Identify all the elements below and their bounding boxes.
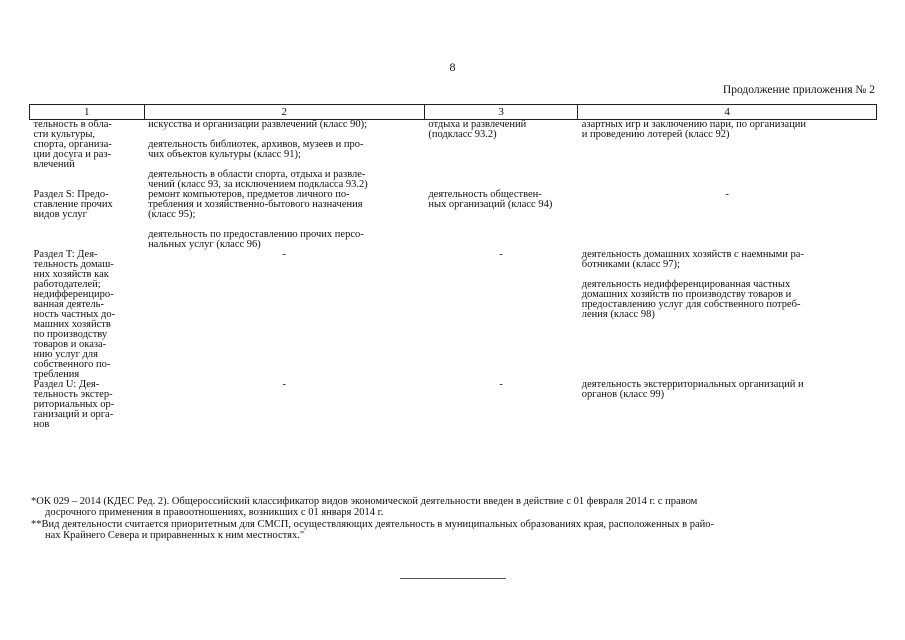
footnote-line: **Вид деятельности считается приоритетным для СМСП, осуществляющих деятельность в муниципальных образованиях края, расположенных в райо- bbox=[31, 519, 714, 530]
table-body bbox=[30, 120, 877, 431]
empty-dash: - bbox=[499, 379, 503, 390]
column-header: 4 bbox=[578, 105, 877, 120]
empty-dash: - bbox=[725, 189, 729, 200]
activity-text: азартных игр и заключению пари, по организации и проведению лотерей (класс 92) bbox=[581, 119, 807, 140]
col4-cell bbox=[578, 120, 877, 191]
col2-cell bbox=[144, 250, 424, 380]
section-name-cell: тельность в обла- сти культуры, спорта, организа- ции досуга и раз- влечений bbox=[33, 119, 112, 170]
col3-cell bbox=[424, 190, 577, 250]
activity-text: деятельность недифференцированная частных домашних хозяйств по производству товаров и предоставлению услуг для собственного потреб- ления (класс 98) bbox=[581, 279, 801, 320]
col2-cell bbox=[144, 380, 424, 430]
col4-cell bbox=[578, 380, 877, 430]
empty-dash: - bbox=[282, 379, 286, 390]
col3-cell bbox=[424, 380, 577, 430]
footnote bbox=[31, 497, 877, 518]
table-row bbox=[30, 380, 877, 430]
activity-text: деятельность обществен- ных организаций (класс 94) bbox=[428, 189, 553, 210]
col3-cell bbox=[424, 120, 577, 191]
footnote-line: досрочного применения в правоотношениях, возникших с 01 января 2014 г. bbox=[45, 506, 384, 518]
column-header: 1 bbox=[30, 105, 145, 120]
bottom-divider bbox=[400, 578, 506, 579]
footnote bbox=[31, 520, 877, 541]
footnotes bbox=[31, 497, 877, 543]
activity-text: деятельность в области спорта, отдыха и развле- чений (класс 93, за исключением подкласса 93.2) bbox=[148, 169, 368, 190]
activity-text: деятельность библиотек, архивов, музеев и про- чих объектов культуры (класс 91); bbox=[148, 139, 364, 160]
activity-text: ремонт компьютеров, предметов личного по- требления и хозяйственно-бытового назначения (класс 95); bbox=[148, 189, 363, 220]
table-header-row bbox=[30, 105, 877, 120]
section-name-cell: Раздел U: Дея- тельность экстер- риториальных ор- ганизаций и орга- нов bbox=[33, 379, 115, 430]
classifier-table bbox=[29, 104, 877, 430]
col2-cell bbox=[144, 120, 424, 191]
footnote-line: *ОК 029 – 2014 (КДЕС Ред. 2). Общероссийский классификатор видов экономической деятельности введен в действие с 01 февраля 2014 г. с правом bbox=[31, 496, 698, 507]
activity-text: отдыха и развлечений (подкласс 93.2) bbox=[428, 119, 527, 140]
activity-text: деятельность экстерриториальных организаций и органов (класс 99) bbox=[581, 379, 804, 400]
column-header: 2 bbox=[144, 105, 424, 120]
col4-cell bbox=[578, 190, 877, 250]
col3-cell bbox=[424, 250, 577, 380]
appendix-continuation-note: Продолжение приложения № 2 bbox=[722, 84, 875, 96]
section-name-cell: Раздел S: Предо- ставление прочих видов услуг bbox=[33, 189, 113, 220]
page-number: 8 bbox=[449, 60, 456, 74]
empty-dash: - bbox=[282, 249, 286, 260]
table-row bbox=[30, 190, 877, 250]
col4-cell bbox=[578, 250, 877, 380]
activity-text: деятельность по предоставлению прочих персо- нальных услуг (класс 96) bbox=[148, 229, 364, 250]
section-name-cell: Раздел T: Дея- тельность домаш- них хозяйств как работодателей; недифференциро- ванная деятель- ность частных до- машних хозяйств по производству товаров и оказа- нию услуг для собственного по- требления bbox=[33, 249, 116, 380]
activity-text: деятельность домашних хозяйств с наемными ра- ботниками (класс 97); bbox=[581, 249, 804, 270]
empty-dash: - bbox=[499, 249, 503, 260]
table-row bbox=[30, 120, 877, 191]
column-header: 3 bbox=[424, 105, 577, 120]
activity-text: искусства и организации развлечений (класс 90); bbox=[148, 119, 368, 130]
col2-cell bbox=[144, 190, 424, 250]
table-row bbox=[30, 250, 877, 380]
footnote-line: нах Крайнего Севера и приравненных к ним местностях." bbox=[45, 529, 305, 541]
